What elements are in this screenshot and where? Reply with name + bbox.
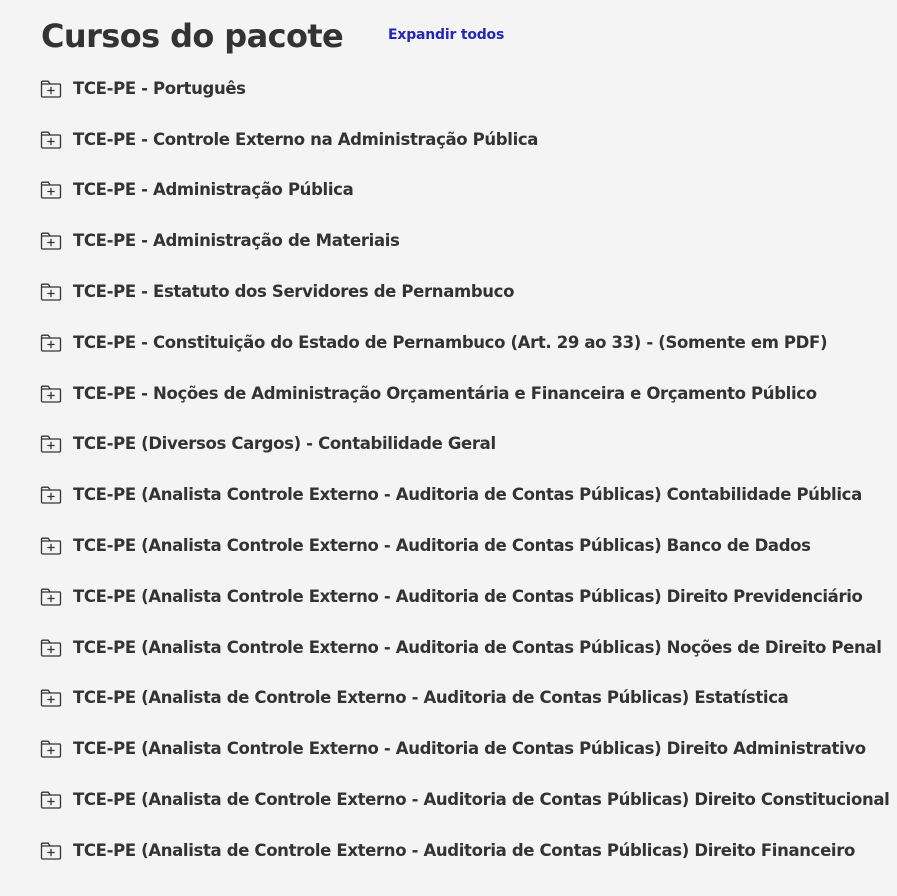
folder-plus-icon[interactable] xyxy=(40,231,62,251)
course-label: TCE-PE (Diversos Cargos) - Contabilidade Geral xyxy=(73,434,496,454)
course-item[interactable] xyxy=(40,723,897,774)
course-item[interactable] xyxy=(40,825,897,876)
page-title: Cursos do pacote xyxy=(41,17,344,55)
folder-plus-icon[interactable] xyxy=(40,78,62,98)
folder-plus-icon[interactable] xyxy=(40,840,62,860)
course-item[interactable] xyxy=(40,114,897,165)
course-label: TCE-PE (Analista de Controle Externo - Auditoria de Contas Públicas) Estatística xyxy=(73,688,789,708)
folder-plus-icon[interactable] xyxy=(40,129,62,149)
course-label: TCE-PE (Analista de Controle Externo - Auditoria de Contas Públicas) Direito Constitucional xyxy=(73,790,890,810)
course-list xyxy=(40,63,897,876)
folder-plus-icon[interactable] xyxy=(40,485,62,505)
course-item[interactable] xyxy=(40,520,897,571)
course-label: TCE-PE (Analista Controle Externo - Auditoria de Contas Públicas) Noções de Direito Penal xyxy=(73,637,882,657)
course-label: TCE-PE (Analista Controle Externo - Auditoria de Contas Públicas) Banco de Dados xyxy=(73,536,811,556)
folder-plus-icon[interactable] xyxy=(40,282,62,302)
course-item[interactable] xyxy=(40,165,897,216)
folder-plus-icon[interactable] xyxy=(40,180,62,200)
folder-plus-icon[interactable] xyxy=(40,637,62,657)
course-item[interactable] xyxy=(40,317,897,368)
course-item[interactable] xyxy=(40,419,897,470)
folder-plus-icon[interactable] xyxy=(40,434,62,454)
folder-plus-icon[interactable] xyxy=(40,332,62,352)
folder-plus-icon[interactable] xyxy=(40,586,62,606)
page-header xyxy=(41,14,505,58)
folder-plus-icon[interactable] xyxy=(40,688,62,708)
course-item[interactable] xyxy=(40,266,897,317)
course-item[interactable] xyxy=(40,368,897,419)
course-label: TCE-PE - Administração de Materiais xyxy=(73,231,400,251)
course-item[interactable] xyxy=(40,63,897,114)
expand-all-link[interactable]: Expandir todos xyxy=(388,27,505,43)
folder-plus-icon[interactable] xyxy=(40,790,62,810)
folder-plus-icon[interactable] xyxy=(40,739,62,759)
folder-plus-icon[interactable] xyxy=(40,383,62,403)
course-label: TCE-PE (Analista Controle Externo - Auditoria de Contas Públicas) Contabilidade Pública xyxy=(73,485,862,505)
course-label: TCE-PE - Estatuto dos Servidores de Pernambuco xyxy=(73,282,515,302)
course-label: TCE-PE (Analista Controle Externo - Auditoria de Contas Públicas) Direito Previdenciário xyxy=(73,586,863,606)
course-item[interactable] xyxy=(40,673,897,724)
course-label: TCE-PE - Controle Externo na Administração Pública xyxy=(73,129,539,149)
course-label: TCE-PE (Analista Controle Externo - Auditoria de Contas Públicas) Direito Administrativo xyxy=(73,739,866,759)
course-item[interactable] xyxy=(40,215,897,266)
course-label: TCE-PE - Noções de Administração Orçamentária e Financeira e Orçamento Público xyxy=(73,383,817,403)
folder-plus-icon[interactable] xyxy=(40,536,62,556)
course-label: TCE-PE - Constituição do Estado de Pernambuco (Art. 29 ao 33) - (Somente em PDF) xyxy=(73,332,828,352)
course-label: TCE-PE - Português xyxy=(73,78,246,98)
course-item[interactable] xyxy=(40,571,897,622)
course-label: TCE-PE (Analista de Controle Externo - Auditoria de Contas Públicas) Direito Financeiro xyxy=(73,840,856,860)
course-item[interactable] xyxy=(40,469,897,520)
course-label: TCE-PE - Administração Pública xyxy=(73,180,354,200)
course-item[interactable] xyxy=(40,774,897,825)
course-item[interactable] xyxy=(40,622,897,673)
